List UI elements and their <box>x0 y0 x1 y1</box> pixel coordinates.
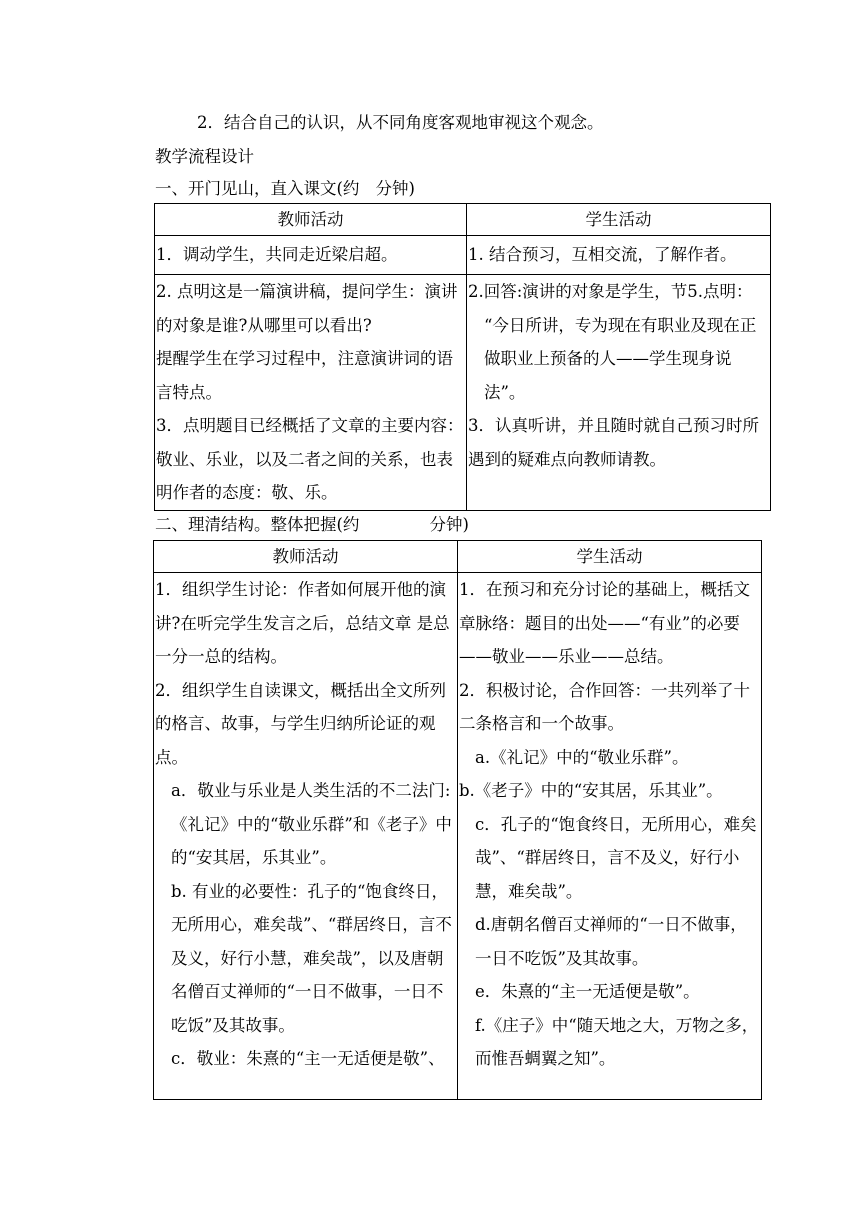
section2-student-line: d.唐朝名僧百丈禅师的“一日不做事，一日不吃饭”及其故事。 <box>475 915 747 968</box>
section2-student-line: c．孔子的“饱食终日，无所用心，难矣哉”、“群居终日，言不及义，好行小慧，难矣哉”。 <box>475 814 757 901</box>
section2-teacher-line: 2．组织学生自读课文，概括出全文所列的格言、故事，与学生归纳所论证的观点。 <box>155 680 446 767</box>
section1-student-cell <box>467 275 771 511</box>
section2-student-line: f.《庄子》中“随天地之大，万物之多，而惟吾蜩翼之知”。 <box>475 1015 759 1068</box>
section1-teacher-line: 提醒学生在学习过程中，注意演讲词的语言特点。 <box>156 349 453 402</box>
section1-row1-teacher: 1．调动学生，共同走近梁启超。 <box>155 236 467 275</box>
objective-item-2: 2．结合自己的认识，从不同角度客观地审视这个观念。 <box>197 113 604 132</box>
section1-title-a: 一、开门见山，直入课文(约 <box>155 179 360 198</box>
section2-title <box>155 514 469 536</box>
section1-student-line: 2.回答:演讲的对象是学生，节5.点明： <box>468 282 753 301</box>
section1-teacher-line: 3．点明题目已经概括了文章的主要内容：敬业、乐业，以及二者之间的关系，也表明作者的态度：敬、乐。 <box>156 416 464 502</box>
section1-teacher-line: 2. 点明这是一篇演讲稿，提问学生：演讲的对象是谁?从哪里可以看出? <box>156 282 458 335</box>
section2-teacher-line: 1．组织学生讨论：作者如何展开他的演讲?在听完学生发言之后，总结文章 是总一分一总的结构。 <box>155 580 450 666</box>
section1-title-b: 分钟) <box>375 179 415 198</box>
section2-header-student: 学生活动 <box>458 541 762 573</box>
section2-table <box>153 540 762 1100</box>
section2-student-cell <box>458 573 762 1100</box>
section1-student-line: “今日所讲，专为现在有职业及现在正做职业上预备的人——学生现身说法”。 <box>484 315 757 402</box>
section1-teacher-cell <box>155 275 467 511</box>
section2-teacher-line: a．敬业与乐业是人类生活的不二法门:《礼记》中的“敬业乐群”和《老子》中的“安其居，乐其业”。 <box>171 781 452 867</box>
section1-header-student: 学生活动 <box>467 204 771 236</box>
section2-teacher-line: c．敬业：朱熹的“主一无适便是敬”、 <box>171 1049 445 1068</box>
section2-student-line: b.《老子》中的“安其居，乐其业”。 <box>459 781 723 800</box>
section2-student-line: 1．在预习和充分讨论的基础上，概括文章脉络：题目的出处——“有业”的必要——敬业——乐业——总结。 <box>459 580 750 666</box>
section1-header-teacher: 教师活动 <box>155 204 467 236</box>
section1-table <box>154 203 771 511</box>
section2-header-teacher: 教师活动 <box>154 541 458 573</box>
section2-student-line: a.《礼记》中的“敬业乐群”。 <box>475 747 689 767</box>
section2-teacher-cell <box>154 573 458 1100</box>
section2-title-b: 分钟) <box>429 515 469 534</box>
section2-teacher-line: b. 有业的必要性：孔子的“饱食终日，无所用心，难矣哉”、“群居终日，言不及义，好行小慧，难矣哉”，以及唐朝名僧百丈禅师的“一日不做事，一日不吃饭”及其故事。 <box>171 881 452 1035</box>
section1-row1-student: 1. 结合预习，互相交流，了解作者。 <box>467 236 771 275</box>
section2-student-line: 2．积极讨论，合作回答：一共列举了十二条格言和一个故事。 <box>459 680 750 733</box>
section2-student-line: e．朱熹的“主一无适便是敬”。 <box>475 982 700 1001</box>
section1-student-line: 3．认真听讲，并且随时就自己预习时所遇到的疑难点向教师请教。 <box>468 416 759 469</box>
section1-title <box>155 178 415 200</box>
flow-title: 教学流程设计 <box>155 147 254 166</box>
section2-title-a: 二、理清结构。整体把握(约 <box>155 515 360 534</box>
